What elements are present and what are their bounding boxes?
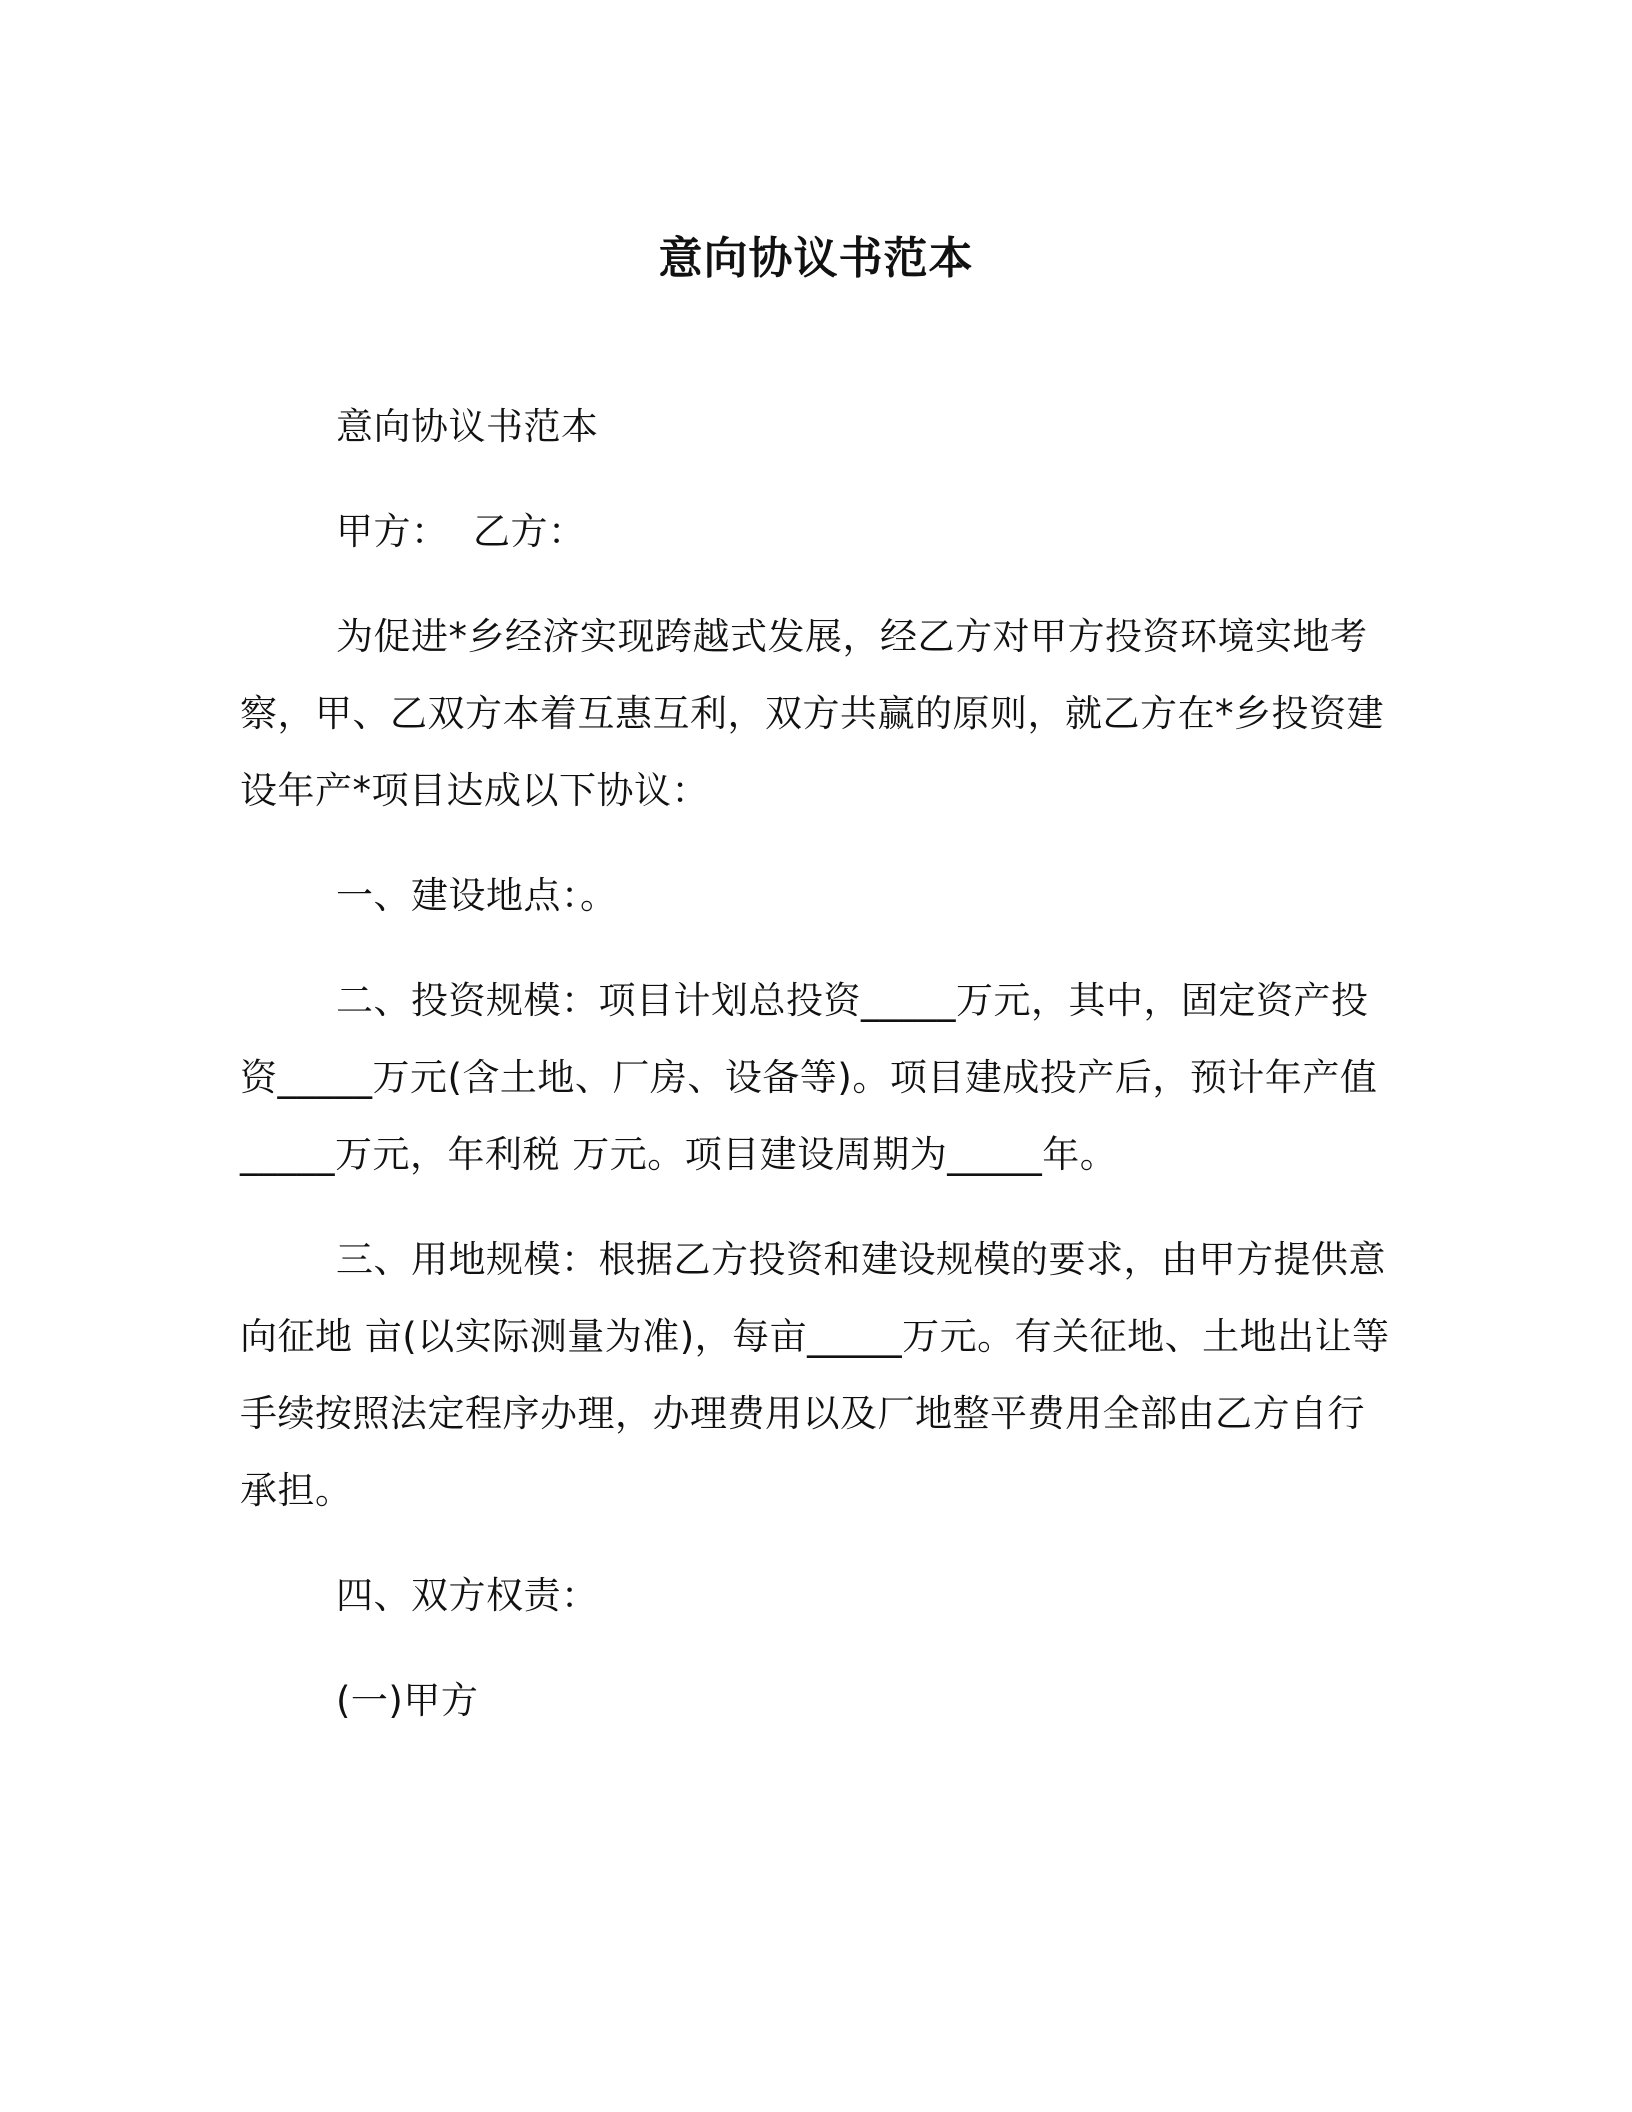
paragraph-location: 一、建设地点：。: [336, 874, 618, 917]
paragraph-parties: 甲方： 乙方：: [336, 510, 586, 553]
paragraph-preamble: 为促进*乡经济实现跨越式发展，经乙方对甲方投资环境实地考察，甲、乙双方本着互惠互利，双方共赢的原则，就乙方在*乡投资建设年产*项目达成以下协议：: [240, 615, 1384, 812]
paragraph-investment-scale: 二、投资规模：项目计划总投资_____万元，其中，固定资产投资_____万元(含土地、厂房、设备等)。项目建成投产后，预计年产值_____万元，年利税 万元。项目建设周期为_____年。: [240, 979, 1378, 1176]
paragraph-party-a-heading: (一)甲方: [336, 1679, 479, 1722]
document-title: 意向协议书范本: [658, 233, 974, 284]
paragraph-rights-heading: 四、双方权责：: [336, 1574, 599, 1617]
document-body: [240, 388, 1390, 1767]
paragraph-land-scale: 三、用地规模：根据乙方投资和建设规模的要求，由甲方提供意向征地 亩(以实际测量为准)，每亩_____万元。有关征地、土地出让等手续按照法定程序办理，办理费用以及厂地整平费用全部由乙方自行承担。: [240, 1238, 1390, 1512]
paragraph-subtitle: 意向协议书范本: [336, 405, 599, 448]
